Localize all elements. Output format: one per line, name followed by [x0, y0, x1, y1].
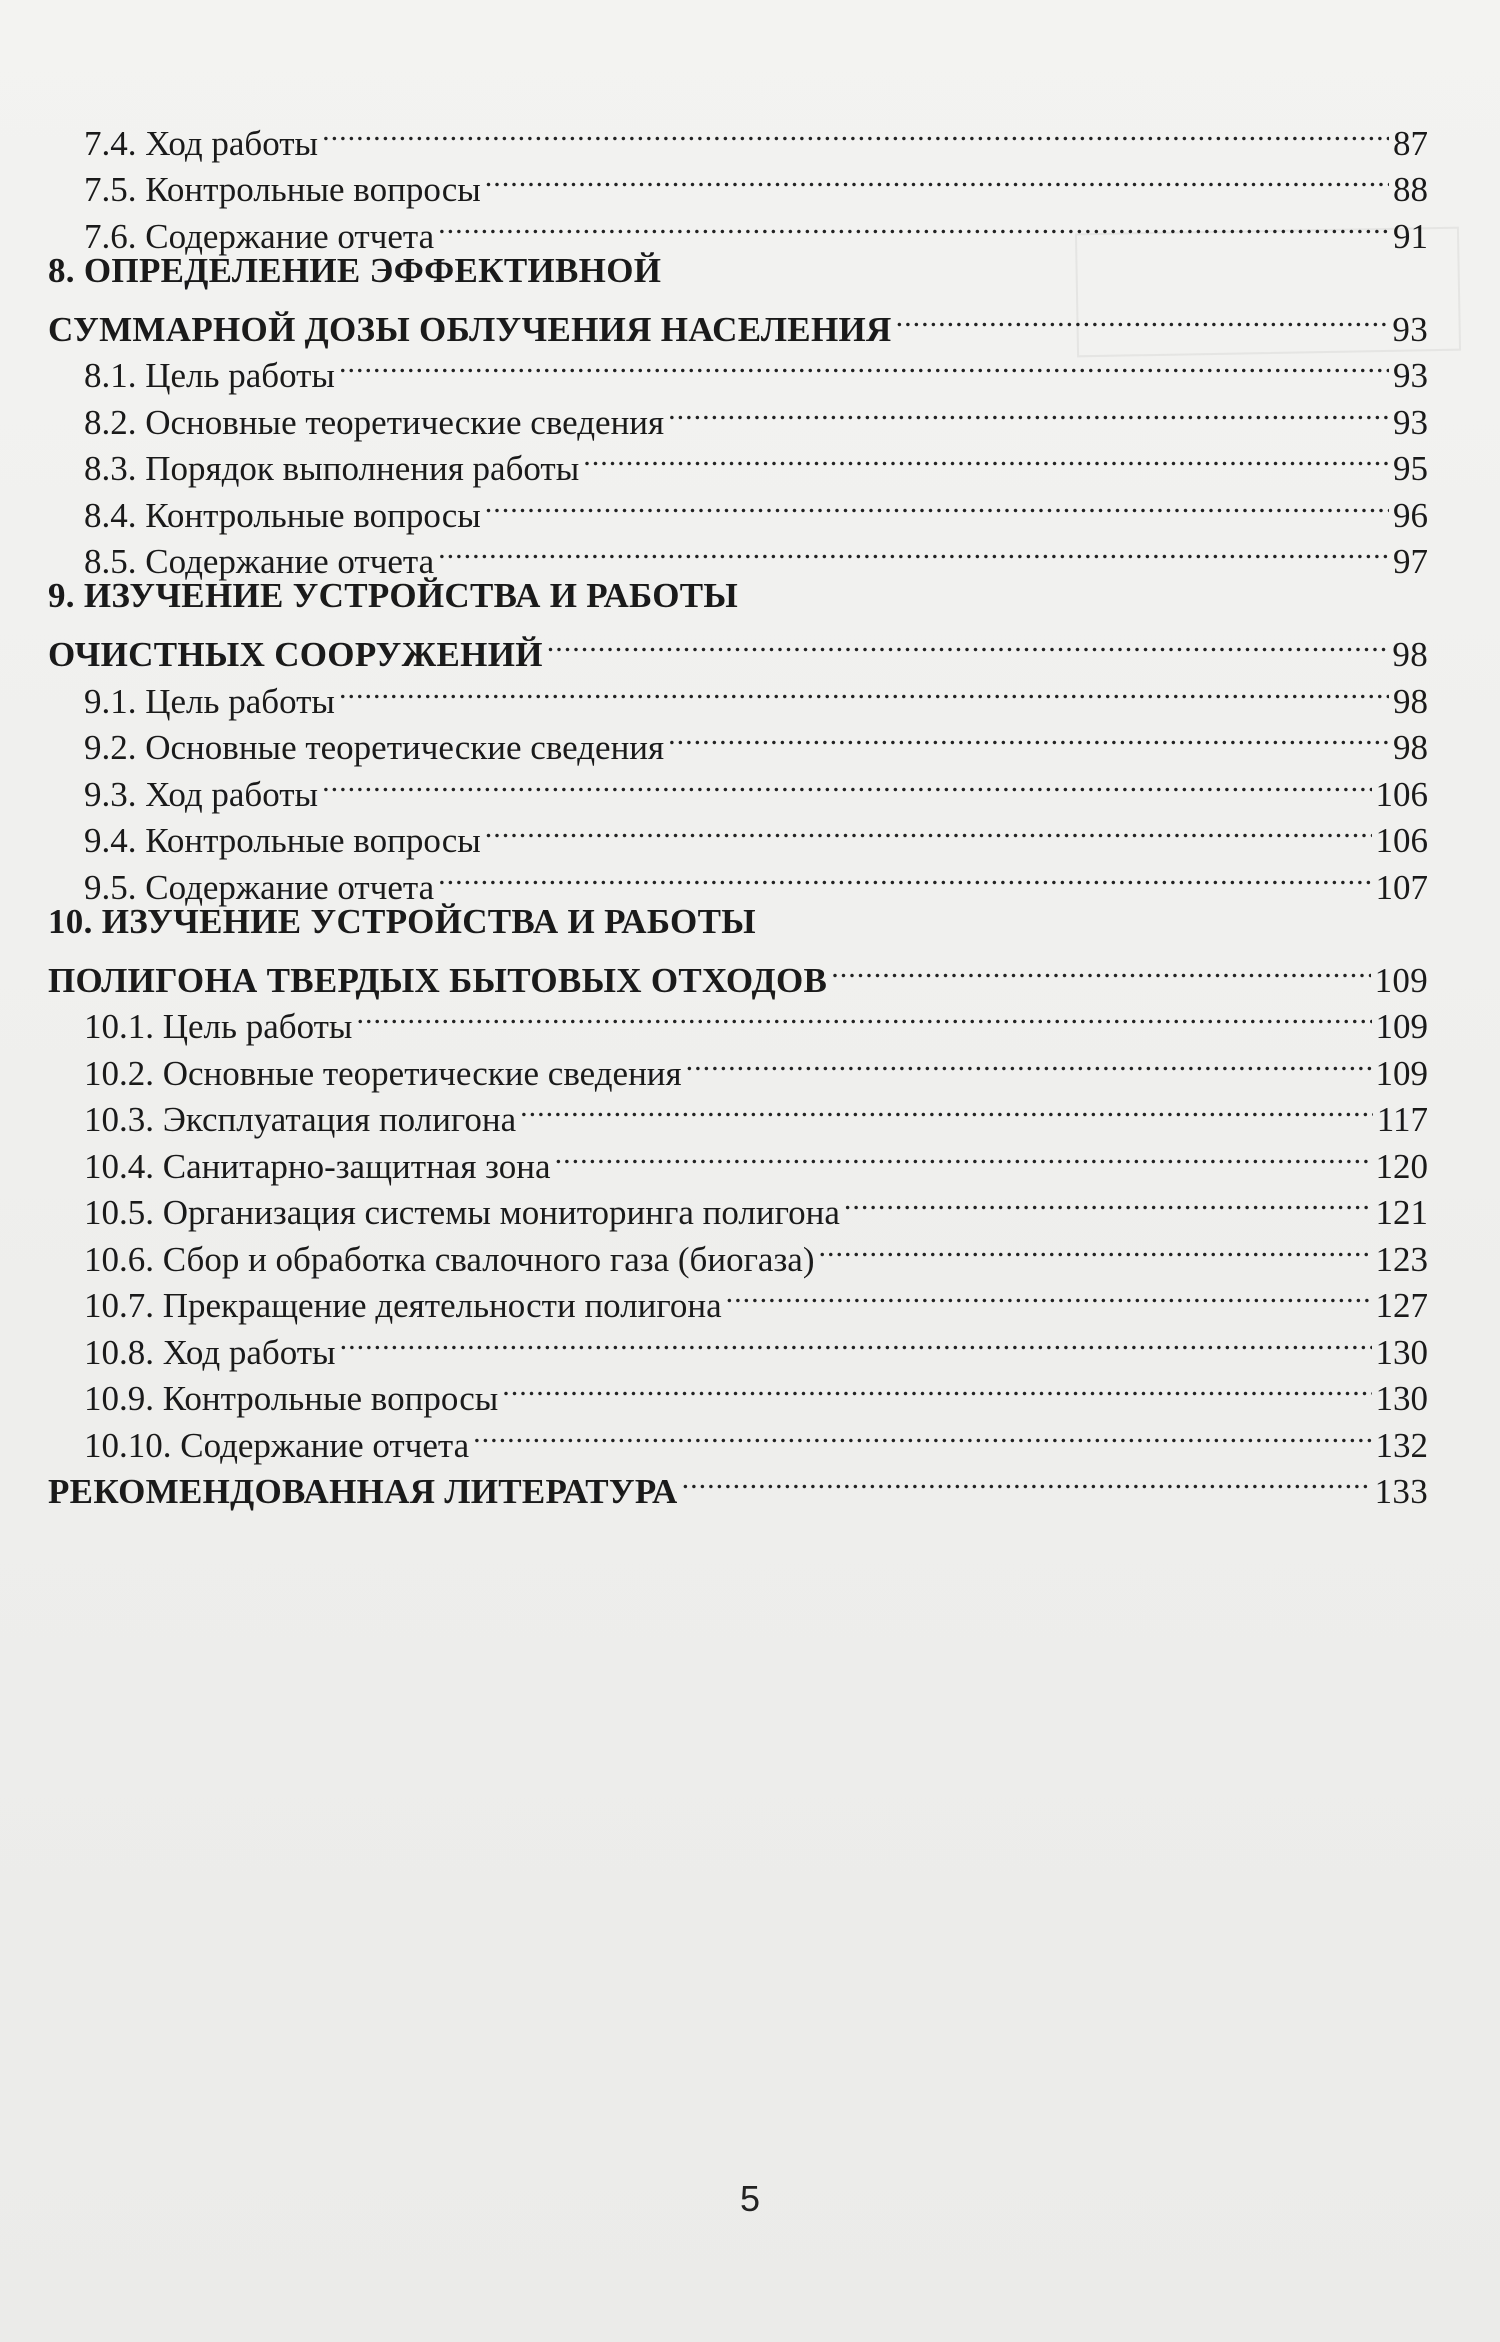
toc-entry-page-number: 93 [1393, 402, 1428, 442]
dot-leader [322, 108, 1389, 155]
toc-entry-title: 9.2. Основные теоретические сведения [84, 728, 665, 767]
toc-entry-title: 9.3. Ход работы [84, 774, 319, 814]
dot-leader [438, 527, 1389, 574]
toc-entry-title: 10.8. Ход работы [84, 1332, 336, 1372]
toc-entry-page-number: 107 [1375, 867, 1428, 907]
toc-chapter-heading-line [48, 899, 1428, 946]
toc-entry-title: 10.4. Санитарно-защитная зона [84, 1146, 551, 1186]
dot-leader [520, 1085, 1373, 1132]
toc-entry-page-number: 97 [1393, 542, 1428, 581]
toc-entry-title: 10.5. Организация системы мониторинга полигона [84, 1193, 840, 1232]
toc-entry-title: 9. ИЗУЧЕНИЕ УСТРОЙСТВА И РАБОТЫ [48, 576, 739, 615]
dot-leader [502, 1364, 1371, 1411]
dot-leader [485, 155, 1389, 202]
dot-leader [668, 387, 1389, 434]
toc-entry-title: 7.4. Ход работы [84, 123, 319, 163]
dot-leader [686, 1038, 1372, 1085]
toc-entry-page-number: 132 [1375, 1425, 1428, 1465]
dot-leader [547, 620, 1389, 667]
dot-leader [831, 945, 1370, 992]
toc-chapter-entry [48, 945, 1428, 1000]
toc-entry-title: ПОЛИГОНА ТВЕРДЫХ БЫТОВЫХ ОТХОДОВ [48, 960, 828, 1000]
toc-entry-page-number: 130 [1375, 1379, 1428, 1418]
toc-entry-title: СУММАРНОЙ ДОЗЫ ОБЛУЧЕНИЯ НАСЕЛЕНИЯ [48, 309, 892, 349]
toc-entry-title: 10.10. Содержание отчета [84, 1425, 470, 1465]
dot-leader [322, 759, 1371, 806]
dot-leader [339, 341, 1389, 388]
toc-entry-title: 10.9. Контрольные вопросы [84, 1379, 499, 1418]
toc-entry-title: 7.5. Контрольные вопросы [84, 170, 481, 209]
toc-entry-page-number: 109 [1375, 1007, 1428, 1046]
toc-entry-title: 9.1. Цель работы [84, 681, 335, 721]
dot-leader [555, 1131, 1372, 1178]
toc-chapter-heading-line [48, 573, 1428, 620]
toc-entry-title: 8.1. Цель работы [84, 356, 335, 395]
dot-leader [438, 852, 1371, 899]
dot-leader [438, 201, 1389, 248]
toc-entry-page-number: 106 [1375, 821, 1428, 860]
toc-entry-title: 8.3. Порядок выполнения работы [84, 449, 580, 488]
dot-leader [818, 1224, 1371, 1271]
toc-entry-page-number: 109 [1375, 1053, 1428, 1093]
toc-entry-page-number: 120 [1375, 1146, 1428, 1186]
toc-entry-page-number: 98 [1393, 728, 1428, 767]
table-of-contents [48, 108, 1428, 1511]
toc-entry-title: РЕКОМЕНДОВАННАЯ ЛИТЕРАТУРА [48, 1472, 678, 1511]
page-number: 5 [739, 2178, 761, 2219]
toc-chapter-entry [48, 620, 1428, 674]
toc-entry-page-number: 98 [1393, 681, 1428, 721]
toc-entry-title: ОЧИСТНЫХ СООРУЖЕНИЙ [48, 635, 543, 674]
toc-entry-page-number: 98 [1392, 635, 1428, 674]
dot-leader [668, 713, 1389, 760]
toc-entry-page-number: 93 [1392, 309, 1428, 349]
dot-leader [339, 666, 1389, 713]
dot-leader [485, 480, 1389, 527]
toc-entry-page-number: 127 [1375, 1286, 1428, 1325]
toc-entry-title: 8.2. Основные теоретические сведения [84, 402, 665, 442]
toc-entry-page-number: 96 [1393, 495, 1428, 535]
toc-entry-page-number: 130 [1375, 1332, 1428, 1372]
toc-entry-page-number: 93 [1393, 356, 1428, 395]
dot-leader [896, 294, 1389, 341]
dot-leader [356, 992, 1371, 1039]
toc-entry-page-number: 91 [1393, 216, 1428, 256]
toc-entry-page-number: 95 [1393, 449, 1428, 488]
toc-entry-title: 10.3. Эксплуатация полигона [84, 1100, 517, 1139]
toc-entry-title: 9.4. Контрольные вопросы [84, 821, 481, 860]
toc-entry-title: 10.6. Сбор и обработка свалочного газа (биогаза) [84, 1239, 815, 1279]
toc-entry-title: 9.5. Содержание отчета [84, 867, 435, 907]
dot-leader [340, 1317, 1372, 1364]
toc-entry-title: 8.4. Контрольные вопросы [84, 495, 481, 535]
toc-entry-page-number: 121 [1375, 1193, 1428, 1232]
toc-entry-title: 10.2. Основные теоретические сведения [84, 1053, 682, 1093]
toc-entry-page-number: 123 [1375, 1239, 1428, 1279]
toc-entry-title: 8.5. Содержание отчета [84, 542, 435, 581]
toc-section-entry [48, 108, 1428, 163]
toc-entry-page-number: 133 [1374, 1472, 1428, 1511]
toc-chapter-entry [48, 294, 1428, 349]
dot-leader [583, 434, 1389, 481]
dot-leader [485, 806, 1372, 853]
toc-entry-page-number: 88 [1393, 170, 1428, 209]
toc-entry-page-number: 109 [1374, 960, 1428, 1000]
toc-chapter-heading-line [48, 248, 1428, 295]
dot-leader [473, 1410, 1371, 1457]
toc-entry-page-number: 87 [1393, 123, 1428, 163]
toc-entry-title: 10.1. Цель работы [84, 1007, 353, 1046]
toc-entry-title: 7.6. Содержание отчета [84, 216, 435, 256]
dot-leader [726, 1271, 1372, 1318]
toc-entry-page-number: 117 [1376, 1100, 1428, 1139]
dot-leader [844, 1178, 1372, 1225]
toc-entry-title: 8. ОПРЕДЕЛЕНИЕ ЭФФЕКТИВНОЙ [48, 250, 662, 290]
dot-leader [682, 1457, 1371, 1504]
toc-entry-page-number: 106 [1375, 774, 1428, 814]
toc-entry-title: 10.7. Прекращение деятельности полигона [84, 1286, 722, 1325]
toc-entry-title: 10. ИЗУЧЕНИЕ УСТРОЙСТВА И РАБОТЫ [48, 901, 756, 941]
